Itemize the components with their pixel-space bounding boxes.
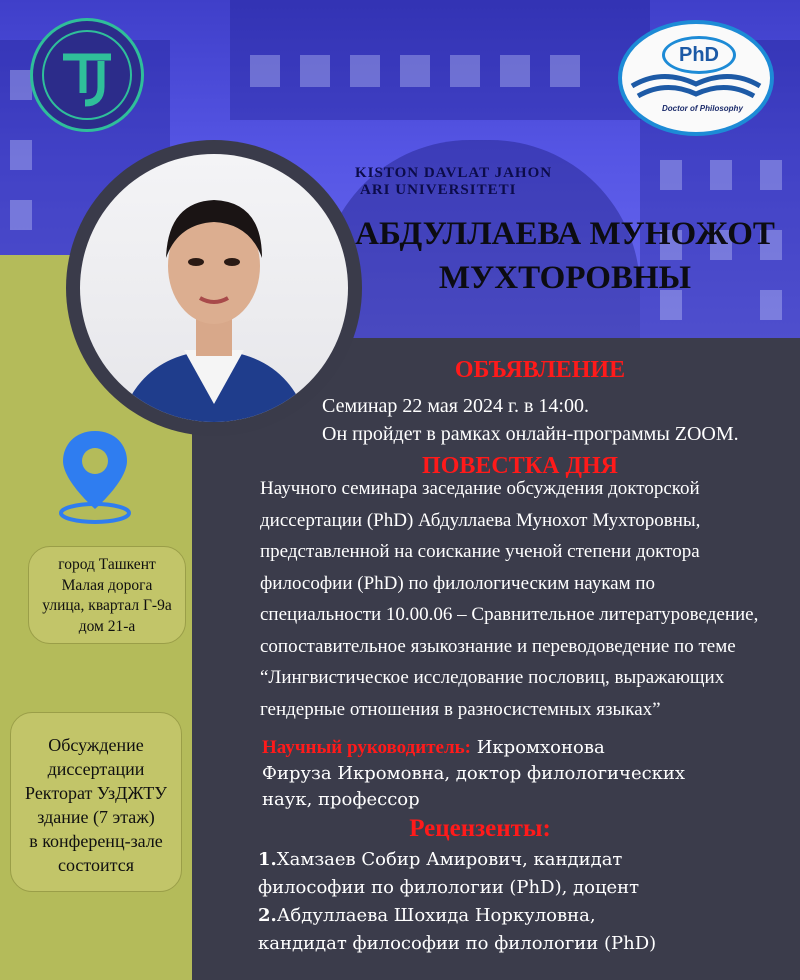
announcement-title: ОБЪЯВЛЕНИЕ	[454, 357, 626, 383]
seminar-platform: Он пройдет в рамках онлайн-программы ZOOM.	[322, 423, 739, 445]
building-top	[230, 0, 650, 120]
location-pin-icon	[55, 425, 135, 525]
venue-line: диссертации	[47, 759, 145, 779]
agenda-line: Научного семинара заседание обсуждения докторской	[260, 478, 700, 499]
agenda-line: “Лингвистическое исследование пословиц, выражающих	[260, 667, 725, 688]
agenda-line: философии (PhD) по филологическим наукам по	[260, 572, 656, 594]
supervisor-line3: наук, профессор	[262, 789, 420, 810]
agenda-line: специальности 10.00.06 – Сравнительное литературоведение,	[260, 604, 759, 625]
agenda-text	[260, 473, 800, 725]
supervisor-name: Икромхонова	[471, 737, 605, 758]
address-line: город Ташкент	[58, 556, 156, 573]
tj-logo-icon	[33, 21, 141, 129]
reviewers-list	[258, 846, 656, 958]
seminar-info	[322, 392, 800, 448]
address-line: дом 21-а	[78, 617, 136, 635]
agenda-line: представленной на соискание ученой степени доктора	[260, 541, 700, 562]
agenda-line: гендерные отношения в разносистемных языках”	[260, 698, 661, 720]
person-name	[330, 212, 800, 300]
reviewer-number: 2.	[258, 905, 277, 926]
address-card	[28, 546, 186, 644]
venue-line: состоится	[57, 855, 135, 875]
agenda-line: сопоставительное языкознание и переводоведение по теме	[260, 635, 736, 657]
building-sign-line2: ARI UNIVERSITETI	[360, 182, 517, 198]
reviewer-1-line2: философии по филологии (PhD), доцент	[258, 877, 640, 898]
person-name-line2: МУХТОРОВНЫ	[438, 260, 692, 296]
venue-card	[10, 712, 182, 892]
reviewers-title: Рецензенты:	[409, 815, 551, 842]
reviewer-1-line1: Хамзаев Собир Амирович, кандидат	[276, 849, 623, 870]
phd-logo-caption: Doctor of Philosophy	[662, 104, 743, 113]
venue-line: здание (7 этаж)	[37, 807, 155, 827]
supervisor-line2: Фируза Икромовна, доктор филологических	[262, 763, 686, 784]
phd-logo-text: PhD	[662, 36, 736, 74]
reviewer-number: 1.	[258, 849, 277, 870]
person-name-line1: АБДУЛЛАЕВА МУНОЖОТ	[355, 216, 775, 252]
supervisor-block	[262, 735, 685, 813]
open-book-icon	[622, 24, 770, 132]
address-line: Малая дорога	[61, 576, 153, 594]
venue-line: Ректорат УзДЖТУ	[25, 783, 167, 803]
venue-line: в конференц-зале	[29, 831, 163, 851]
building-sign-line1: KISTON DAVLAT JAHON	[355, 165, 553, 181]
portrait-photo	[80, 154, 348, 422]
venue-line: Обсуждение	[48, 735, 144, 755]
agenda-line: диссертации (PhD) Абдуллаева Мунохот Мухторовны,	[260, 509, 701, 531]
phd-logo	[618, 20, 774, 136]
person-portrait-icon	[80, 154, 348, 422]
university-logo	[30, 18, 144, 132]
reviewer-2-line2: кандидат философии по филологии (PhD)	[258, 933, 657, 954]
reviewer-2-line1: Абдуллаева Шохида Норкуловна,	[276, 905, 596, 926]
supervisor-label: Научный руководитель:	[262, 737, 471, 758]
agenda-title: ПОВЕСТКА ДНЯ	[422, 453, 618, 479]
address-line: улица, квартал Г-9а	[42, 597, 172, 614]
seminar-date: Семинар 22 мая 2024 г. в 14:00.	[322, 395, 589, 417]
